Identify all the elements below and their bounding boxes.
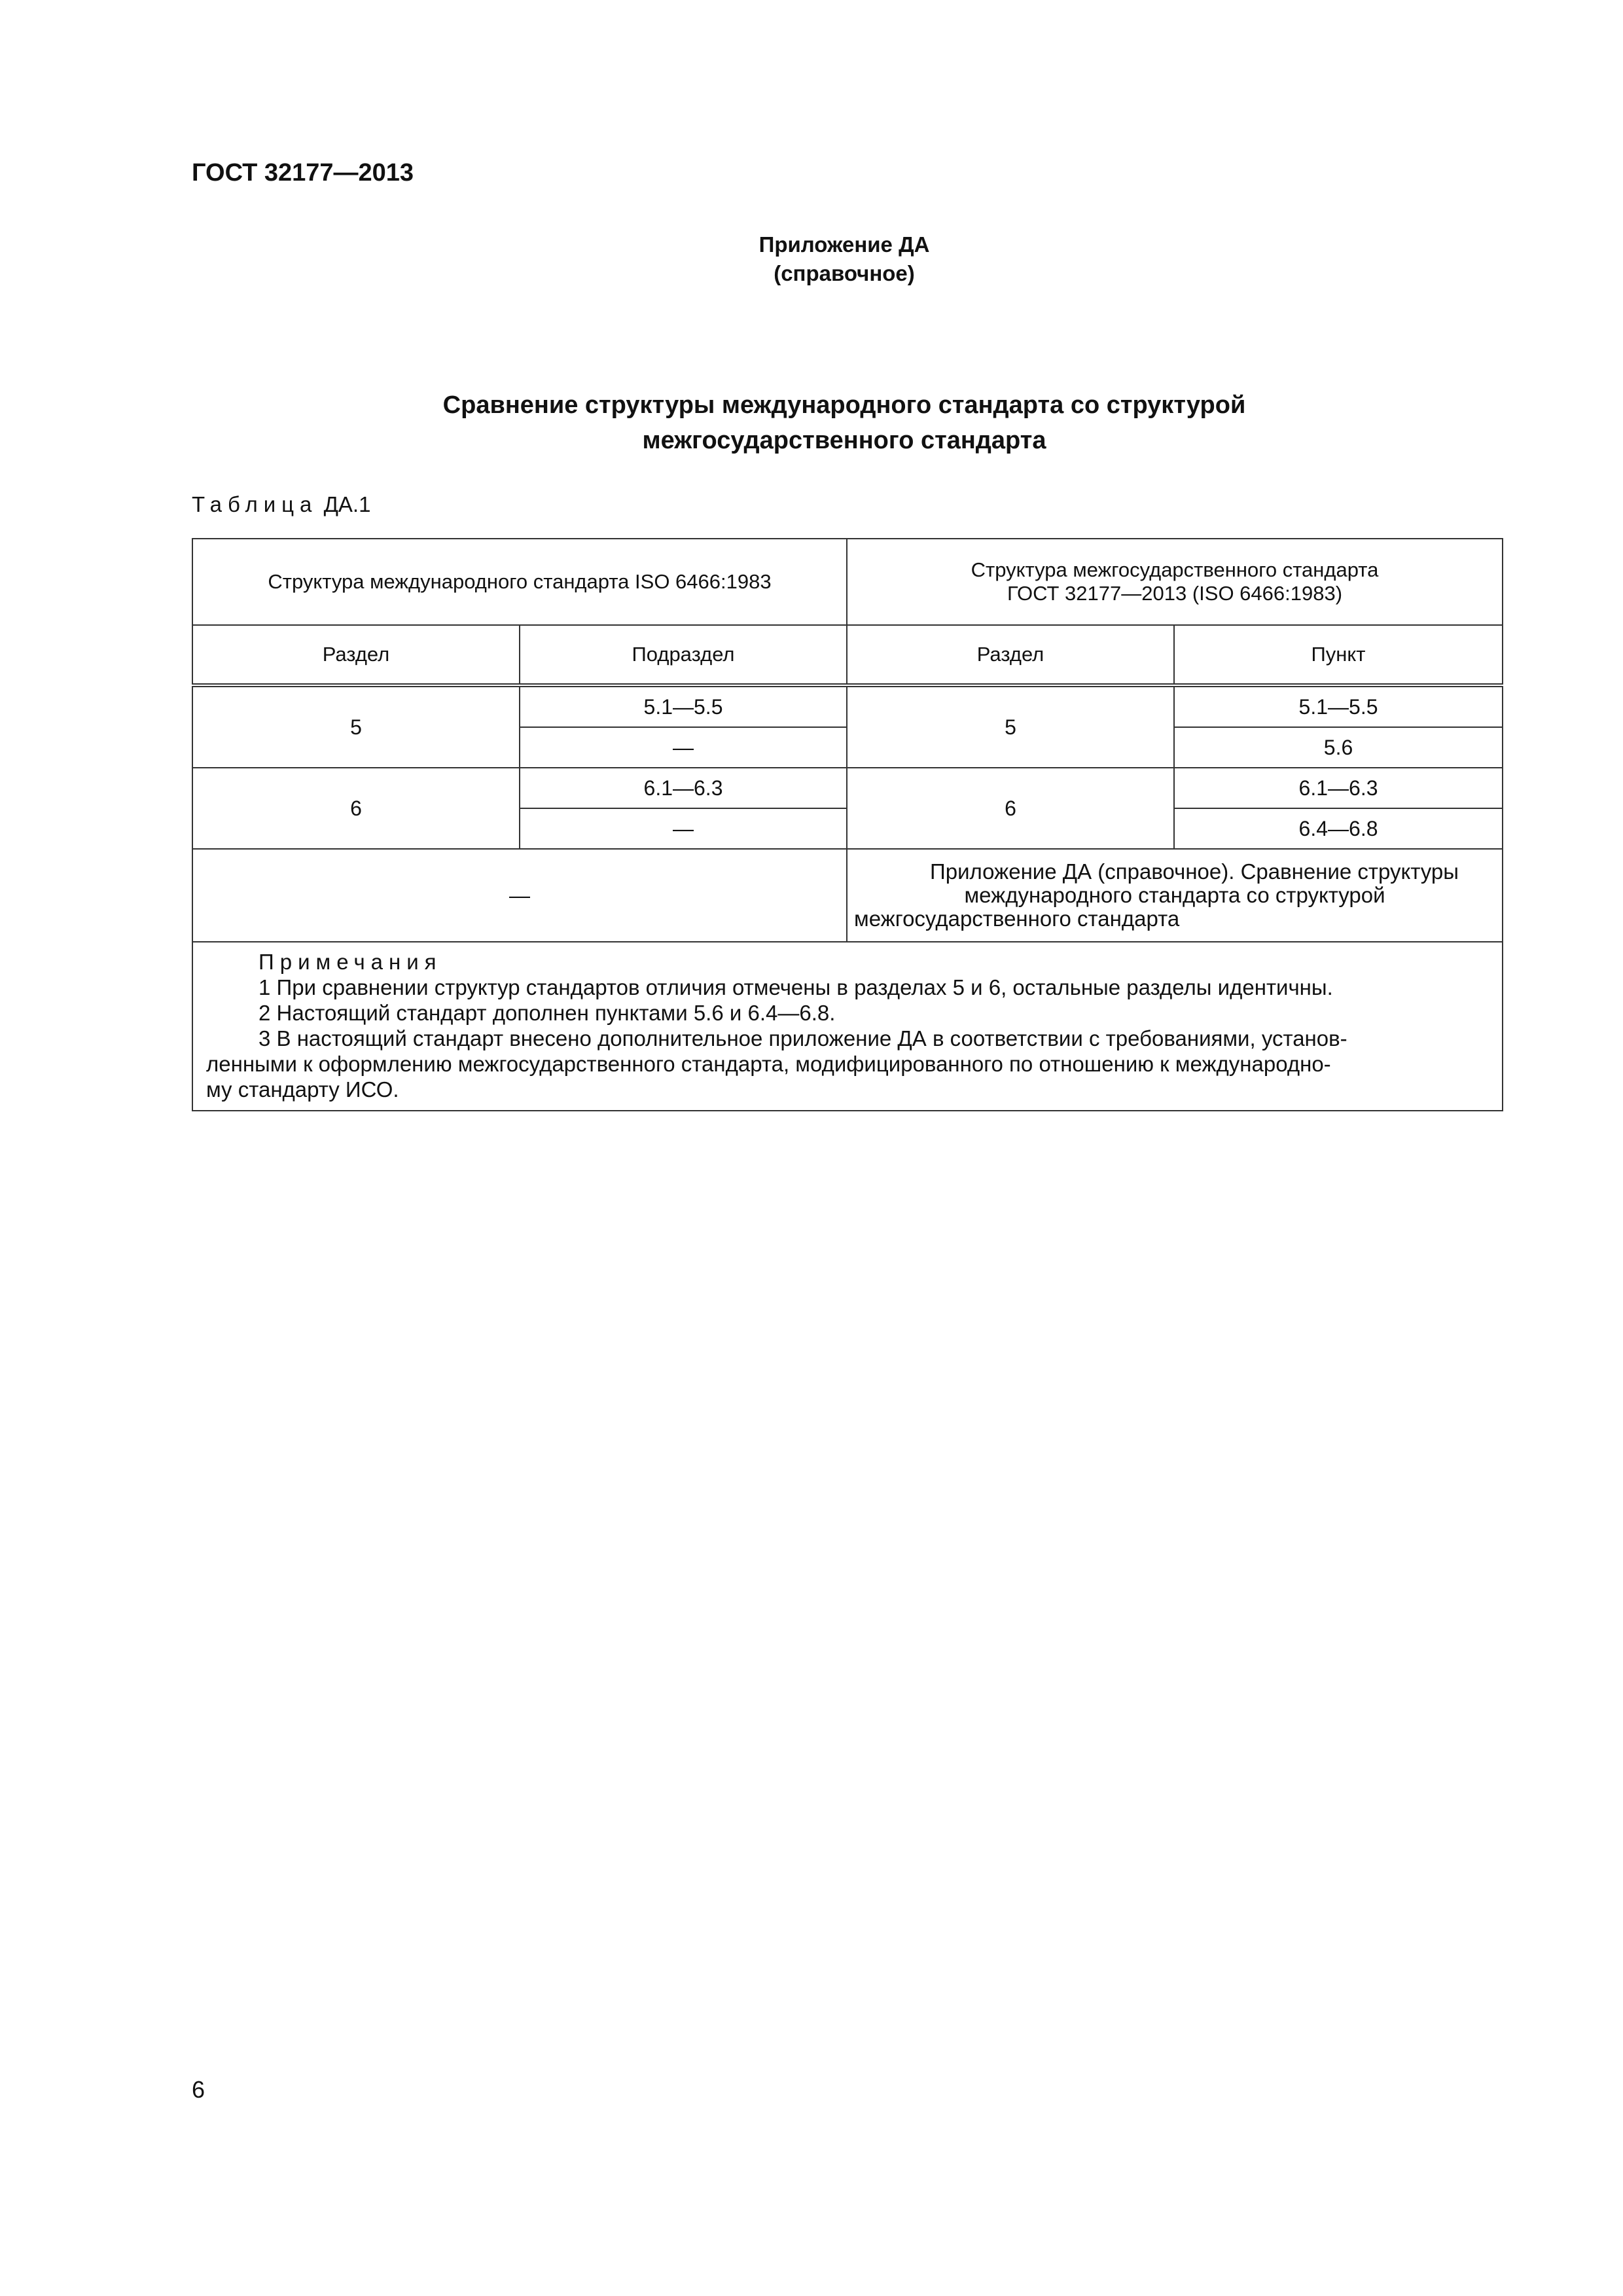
header-interstate bbox=[847, 539, 1503, 625]
gost-clause-cell: 5.6 bbox=[1174, 727, 1503, 768]
table-row bbox=[192, 849, 1503, 942]
heading-line-1: Сравнение структуры международного стандарта со структурой bbox=[442, 391, 1246, 419]
gost-clause-cell: 6.1—6.3 bbox=[1174, 768, 1503, 808]
gost-section-cell: 6 bbox=[847, 768, 1174, 849]
comparison-table bbox=[192, 538, 1503, 1111]
document-code: ГОСТ 32177—2013 bbox=[192, 159, 414, 187]
extra-gost-cell bbox=[847, 849, 1503, 942]
note-item-3-line-3: му стандарту ИСО. bbox=[206, 1077, 399, 1102]
extra-intl-cell: — bbox=[192, 849, 847, 942]
header-interstate-line-1: Структура межгосударственного стандарта bbox=[971, 558, 1379, 581]
intl-section-cell: 5 bbox=[192, 685, 520, 768]
note-item: 1 При сравнении структур стандартов отличия отмечены в разделах 5 и 6, остальные разделы идентичны. bbox=[259, 975, 1333, 999]
intl-subsection-cell: 5.1—5.5 bbox=[520, 685, 847, 727]
appendix-subtitle: (справочное) bbox=[774, 261, 915, 285]
appendix-title: Приложение ДА bbox=[758, 232, 930, 257]
page-number: 6 bbox=[192, 2076, 205, 2103]
appendix-label bbox=[0, 230, 1623, 288]
table-notes-row bbox=[192, 942, 1503, 1111]
notes-cell bbox=[192, 942, 1503, 1111]
appendix-heading bbox=[0, 387, 1623, 458]
gost-clause-cell: 6.4—6.8 bbox=[1174, 808, 1503, 849]
extra-gost-text: Приложение ДА (справочное). Сравнение структуры международного стандарта со структурой межгосударственного стандарта bbox=[854, 859, 1459, 931]
note-item-3-line-1: 3 В настоящий стандарт внесено дополнительное приложение ДА в соответствии с требованиями, установ- bbox=[259, 1026, 1347, 1050]
gost-section-cell: 5 bbox=[847, 685, 1174, 768]
subheader-intl-subsection: Подраздел bbox=[520, 625, 847, 685]
header-international: Структура международного стандарта ISO 6466:1983 bbox=[192, 539, 847, 625]
table-row bbox=[192, 685, 1503, 727]
intl-section-cell: 6 bbox=[192, 768, 520, 849]
intl-subsection-cell: — bbox=[520, 727, 847, 768]
table-subheader-row bbox=[192, 625, 1503, 685]
table-caption-word: Таблица bbox=[192, 492, 318, 516]
table-caption bbox=[192, 492, 370, 517]
table-row bbox=[192, 768, 1503, 808]
note-item-3-line-2: ленными к оформлению межгосударственного стандарта, модифицированного по отношению к международно- bbox=[206, 1052, 1331, 1076]
heading-line-2: межгосударственного стандарта bbox=[642, 427, 1046, 454]
table-header-row bbox=[192, 539, 1503, 625]
note-item: 2 Настоящий стандарт дополнен пунктами 5.6 и 6.4—6.8. bbox=[259, 1001, 836, 1025]
subheader-intl-section: Раздел bbox=[192, 625, 520, 685]
subheader-gost-section: Раздел bbox=[847, 625, 1174, 685]
header-interstate-line-2: ГОСТ 32177—2013 (ISO 6466:1983) bbox=[1007, 582, 1343, 605]
intl-subsection-cell: — bbox=[520, 808, 847, 849]
notes-title: Примечания bbox=[259, 950, 442, 974]
intl-subsection-cell: 6.1—6.3 bbox=[520, 768, 847, 808]
table-caption-number: ДА.1 bbox=[323, 492, 371, 516]
gost-clause-cell: 5.1—5.5 bbox=[1174, 685, 1503, 727]
subheader-gost-clause: Пункт bbox=[1174, 625, 1503, 685]
